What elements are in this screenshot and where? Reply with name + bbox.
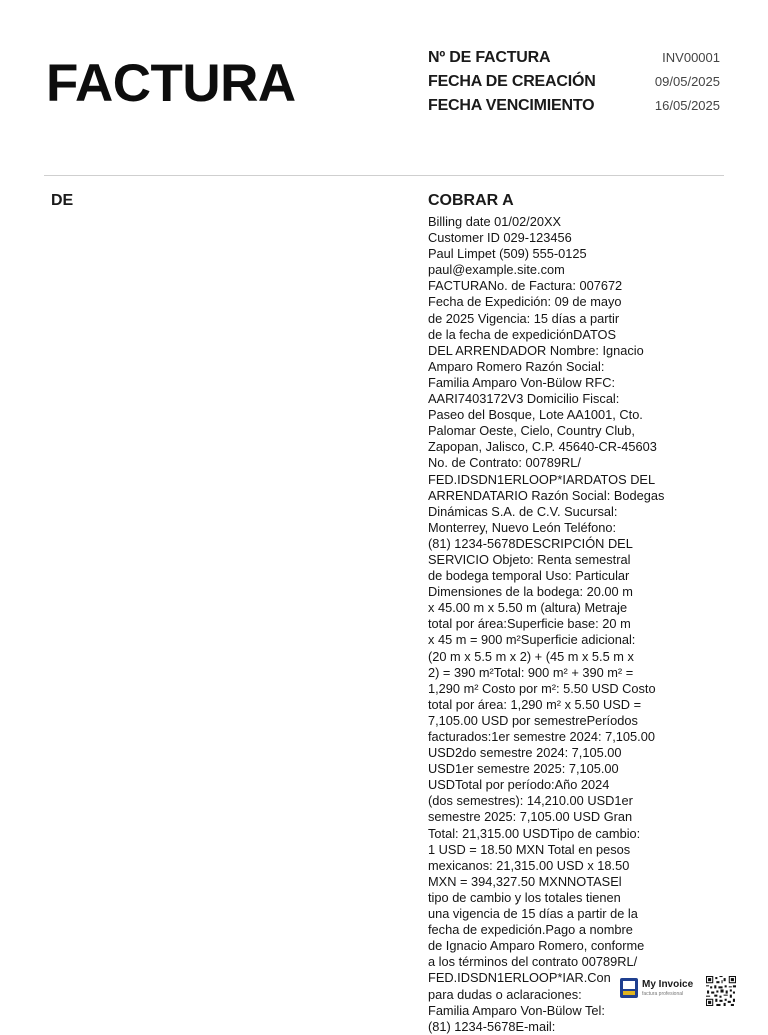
bill-to-line: mexicanos: 21,315.00 USD x 18.50 — [428, 857, 630, 873]
due-date-label: FECHA VENCIMIENTO — [428, 97, 595, 114]
bill-to-line: Palomar Oeste, Cielo, Country Club, — [428, 423, 635, 439]
bill-to-line: de 2025 Vigencia: 15 días a partir — [428, 310, 620, 326]
bill-to-line: Amparo Romero Razón Social: — [428, 358, 605, 374]
brand-name: My Invoice — [642, 979, 694, 990]
bill-to-line: a los términos del contrato 00789RL/ — [428, 954, 638, 970]
bill-to-line: 2) = 390 m²Total: 900 m² + 390 m² = — [428, 664, 634, 680]
brand-tagline: factura profesional — [642, 991, 684, 997]
bill-to-line: FED.IDSDN1ERLOOP*IARDATOS DEL — [428, 471, 656, 487]
bill-to-line: Familia Amparo Von-Bülow Tel: — [428, 1002, 605, 1018]
bill-to-label: COBRAR A — [428, 192, 514, 209]
invoice-logo-icon — [620, 978, 638, 998]
bill-to-line: tipo de cambio y los totales tienen — [428, 889, 621, 905]
creation-date-value: 09/05/2025 — [654, 74, 720, 89]
bill-to-line: (dos semestres): 14,210.00 USD1er — [428, 793, 633, 809]
bill-to-line: Fecha de Expedición: 09 de mayo — [428, 294, 622, 310]
bill-to-line: Familia Amparo Von-Bülow RFC: — [428, 374, 616, 390]
bill-to-line: Billing date 01/02/20XX — [428, 214, 562, 229]
bill-to-line: Zapopan, Jalisco, C.P. 45640-CR-45603 — [428, 439, 657, 455]
creation-date-row — [428, 73, 720, 97]
bill-to-line: x 45 m = 900 m²Superficie adicional: — [428, 632, 636, 648]
footer-brand — [620, 978, 693, 998]
bill-to-line: de Ignacio Amparo Romero, conforme — [428, 938, 645, 954]
bill-to-line: FACTURANo. de Factura: 007672 — [428, 278, 623, 294]
bill-to-line: total por área: 1,290 m² x 5.50 USD = — [428, 696, 642, 712]
bill-to-line: (81) 1234-5678E-mail: — [428, 1018, 556, 1034]
bill-to-line: semestre 2025: 7,105.00 USD Gran — [428, 809, 633, 825]
bill-to-line: Monterrey, Nuevo León Teléfono: — [428, 519, 617, 535]
bill-to-line: Paseo del Bosque, Lote AA1001, Cto. — [428, 407, 643, 423]
bill-to-line: No. de Contrato: 00789RL/ — [428, 455, 581, 471]
brand-text — [642, 978, 693, 998]
qr-code-icon — [706, 976, 736, 1006]
bill-to-line: total por área:Superficie base: 20 m — [428, 616, 631, 632]
bill-to-line: USD1er semestre 2025: 7,105.00 — [428, 761, 619, 777]
from-label: DE — [51, 192, 74, 209]
bill-to-line: Paul Limpet (509) 555-0125 — [428, 246, 587, 262]
invoice-title: FACTURA — [46, 54, 296, 113]
bill-to-line: DEL ARRENDADOR Nombre: Ignacio — [428, 342, 644, 358]
bill-to-line: MXN = 394,327.50 MXNNOTASEl — [428, 873, 622, 889]
bill-to-line: ARRENDATARIO Razón Social: Bodegas — [428, 487, 665, 503]
bill-to-details — [428, 214, 690, 1035]
bill-to-line: FED.IDSDN1ERLOOP*IAR.Con — [428, 970, 611, 986]
bill-to-line: de bodega temporal Uso: Particular — [428, 568, 630, 584]
bill-to-line: una vigencia de 15 días a partir de la — [428, 906, 638, 922]
bill-to-line: fecha de expedición.Pago a nombre — [428, 922, 633, 938]
bill-to-line: USD2do semestre 2024: 7,105.00 — [428, 745, 622, 761]
bill-to-line: facturados:1er semestre 2024: 7,105.00 — [428, 729, 655, 744]
bill-to-line: para dudas o aclaraciones: — [428, 986, 582, 1002]
invoice-number-value: INV00001 — [662, 50, 720, 65]
due-date-row — [428, 97, 720, 121]
header-divider — [44, 175, 724, 176]
bill-to-line: AARI7403172V3 Domicilio Fiscal: — [428, 391, 620, 407]
bill-to-line: paul@example.site.com — [428, 262, 565, 278]
invoice-number-label: Nº DE FACTURA — [428, 49, 551, 66]
bill-to-line: Total: 21,315.00 USDTipo de cambio: — [428, 825, 641, 841]
bill-to-line: USDTotal por período:Año 2024 — [428, 777, 610, 793]
bill-to-line: 1,290 m² Costo por m²: 5.50 USD Costo — [428, 680, 656, 696]
bill-to-line: (20 m x 5.5 m x 2) + (45 m x 5.5 m x — [428, 648, 634, 664]
bill-to-line: Dinámicas S.A. de C.V. Sucursal: — [428, 503, 618, 519]
bill-to-line: x 45.00 m x 5.50 m (altura) Metraje — [428, 600, 628, 616]
bill-to-line: 7,105.00 USD por semestrePeríodos — [428, 712, 638, 728]
due-date-value: 16/05/2025 — [654, 98, 720, 113]
bill-to-line: Customer ID 029-123456 — [428, 230, 572, 246]
bill-to-line: Dimensiones de la bodega: 20.00 m — [428, 584, 633, 600]
invoice-meta — [428, 49, 720, 121]
creation-date-label: FECHA DE CREACIÓN — [428, 73, 596, 90]
bill-to-line: (81) 1234-5678DESCRIPCIÓN DEL — [428, 535, 633, 551]
invoice-number-row — [428, 49, 720, 73]
bill-to-line: SERVICIO Objeto: Renta semestral — [428, 551, 631, 567]
bill-to-line: de la fecha de expediciónDATOS — [428, 326, 617, 342]
bill-to-line: 1 USD = 18.50 MXN Total en pesos — [428, 841, 631, 857]
